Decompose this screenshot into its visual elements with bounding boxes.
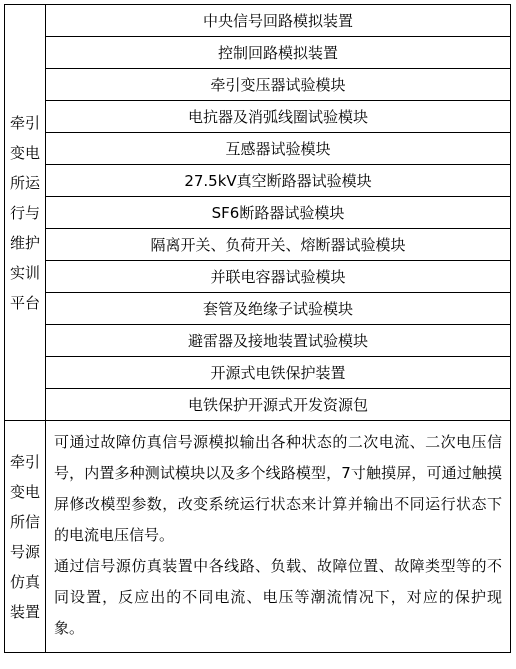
table-row (5, 69, 511, 101)
table-row (5, 101, 511, 133)
table-row (5, 229, 511, 261)
table-row (5, 389, 511, 421)
item-cell: 控制回路模拟装置 (46, 37, 511, 69)
section2-label-cell (5, 421, 46, 653)
description-paragraph: 通过信号源仿真装置中各线路、负载、故障位置、故障类型等的不同设置，反应出的不同电流、电压等潮流情况下，对应的保护现象。 (54, 557, 502, 637)
section1-label-cell (5, 5, 46, 421)
item-cell: 中央信号回路模拟装置 (46, 5, 511, 37)
item-cell: 隔离开关、负荷开关、熔断器试验模块 (46, 229, 511, 261)
table-row (5, 357, 511, 389)
item-cell: 并联电容器试验模块 (46, 261, 511, 293)
table-row (5, 165, 511, 197)
table-row (5, 261, 511, 293)
item-cell: 27.5kV真空断路器试验模块 (46, 165, 511, 197)
item-cell: 套管及绝缘子试验模块 (46, 293, 511, 325)
table-row (5, 325, 511, 357)
section1-label: 牵引变电所运行与维护实训平台 (9, 113, 40, 312)
item-cell: 电抗器及消弧线圈试验模块 (46, 101, 511, 133)
table-row (5, 421, 511, 653)
table-row (5, 133, 511, 165)
table-row (5, 293, 511, 325)
item-cell: 互感器试验模块 (46, 133, 511, 165)
item-cell: 牵引变压器试验模块 (46, 69, 511, 101)
section2-label: 牵引变电所信号源仿真装置 (9, 452, 40, 621)
table-row (5, 37, 511, 69)
equipment-table (4, 4, 511, 653)
item-cell: 避雷器及接地装置试验模块 (46, 325, 511, 357)
description-paragraph: 可通过故障仿真信号源模拟输出各种状态的二次电流、二次电压信号，内置多种测试模块以及多个线路模型，7寸触摸屏，可通过触摸屏修改模型参数，改变系统运行状态来计算并输出不同运行状态下的电流电压信号。 (54, 433, 502, 544)
item-cell: SF6断路器试验模块 (46, 197, 511, 229)
item-cell: 电铁保护开源式开发资源包 (46, 389, 511, 421)
item-cell: 开源式电铁保护装置 (46, 357, 511, 389)
table-row (5, 5, 511, 37)
table-row (5, 197, 511, 229)
description-cell (46, 421, 511, 653)
